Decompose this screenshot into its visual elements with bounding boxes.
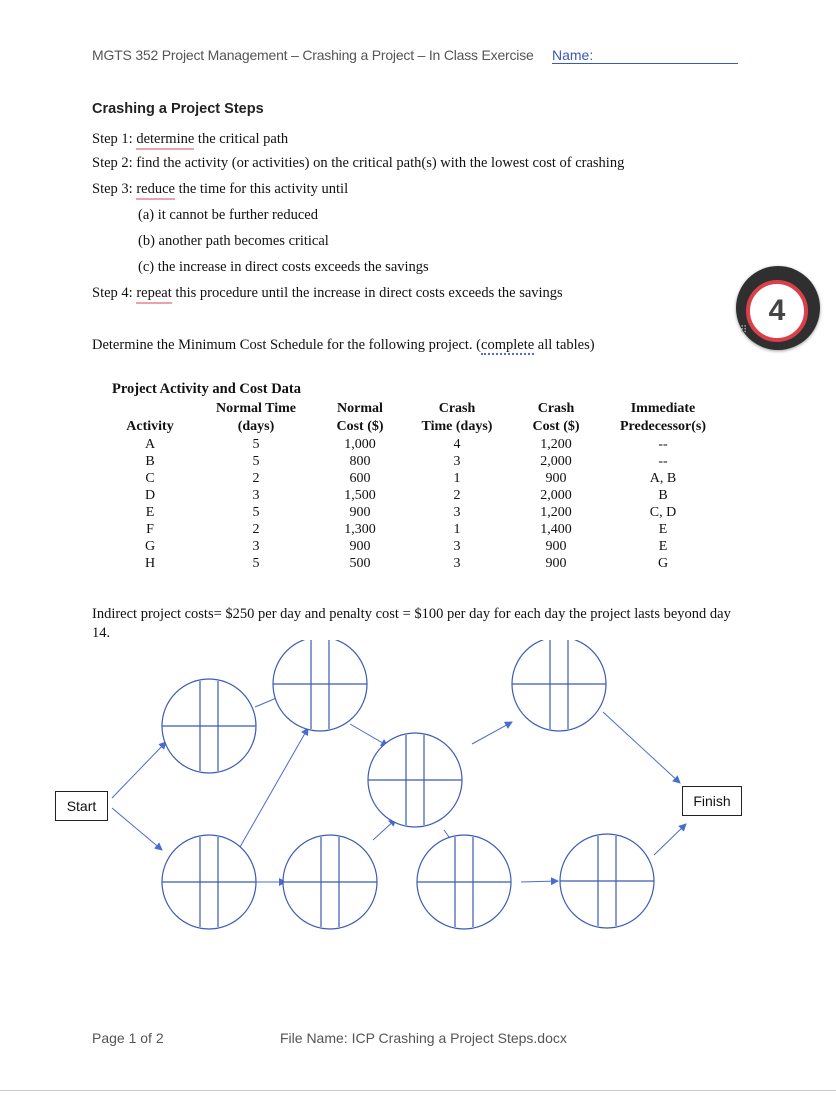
cell-crash-cost: 2,000	[540, 454, 572, 469]
header-crash-time	[412, 400, 502, 436]
header-crash-time-line1: Crash	[438, 401, 476, 416]
cell-crash-time: 3	[453, 539, 461, 554]
name-label: Name:	[552, 47, 594, 63]
cell-pred: --	[658, 437, 668, 452]
activity-node	[512, 640, 606, 731]
steps-title: Crashing a Project Steps	[92, 101, 264, 117]
header-crash-cost-line2: Cost ($)	[532, 419, 580, 434]
cell-activity: G	[144, 539, 156, 554]
cell-normal-cost: 900	[349, 505, 371, 520]
cell-activity: H	[144, 556, 156, 571]
step-3-sub-b: (b) another path becomes critical	[138, 233, 329, 249]
arrow-node7-to-node8	[521, 881, 558, 882]
cell-crash-cost: 1,200	[540, 505, 572, 520]
cell-crash-time: 1	[453, 522, 461, 537]
arrow-node4-to-node5	[373, 819, 396, 840]
indirect-costs-text: Indirect project costs= $250 per day and penalty cost = $100 per day for each day the project lasts beyond day 14.	[92, 606, 731, 641]
step-3-text: the time for this activity until	[174, 181, 349, 197]
step-3-sub-c: (c) the increase in direct costs exceeds the savings	[138, 259, 429, 275]
cell-crash-time: 2	[453, 488, 461, 503]
cell-activity: F	[146, 522, 154, 537]
cell-normal-time: 5	[252, 454, 260, 469]
activity-node	[273, 640, 367, 731]
step-3-sub-a: (a) it cannot be further reduced	[138, 207, 318, 223]
header-normal-cost-line1: Normal	[337, 401, 383, 416]
footer-page-number: Page 1 of 2	[92, 1030, 164, 1046]
drag-handle-icon[interactable]: ⠿	[740, 325, 747, 336]
arrow-node6-to-finish	[603, 712, 680, 783]
cell-normal-cost: 1,500	[344, 488, 376, 503]
cell-pred: G	[657, 556, 669, 571]
step-1-prefix: Step 1:	[92, 131, 137, 147]
step-2: Step 2: find the activity (or activities) on the critical path(s) with the lowest cost of crashing	[92, 155, 625, 171]
activity-node	[162, 679, 256, 773]
cell-normal-time: 5	[252, 505, 260, 520]
cell-normal-time: 5	[252, 556, 260, 571]
cell-crash-cost: 900	[545, 539, 567, 554]
cell-activity: C	[145, 471, 155, 486]
step-1-text: the critical path	[194, 131, 289, 147]
cell-crash-cost: 1,400	[540, 522, 572, 537]
step-4-keyword: repeat	[136, 285, 171, 304]
header-predecessors	[608, 400, 718, 436]
step-3	[92, 181, 348, 198]
page-bottom-divider	[0, 1090, 836, 1091]
activity-node	[560, 834, 654, 928]
header-normal-time-line2: (days)	[237, 419, 275, 434]
cell-activity: E	[145, 505, 155, 520]
activity-node	[283, 835, 377, 929]
cell-normal-cost: 800	[349, 454, 371, 469]
cell-normal-cost: 600	[349, 471, 371, 486]
arrow-node5-to-node6	[472, 722, 512, 744]
step-3-prefix: Step 3:	[92, 181, 137, 197]
instruction-keyword: complete	[481, 337, 535, 353]
activity-node	[368, 733, 462, 827]
cell-crash-time: 3	[453, 454, 461, 469]
footer-file-name: File Name: ICP Crashing a Project Steps.docx	[280, 1030, 567, 1046]
instruction-line	[92, 337, 595, 354]
cell-normal-time: 3	[252, 539, 260, 554]
header-crash-time-line2: Time (days)	[421, 419, 493, 434]
step-1-keyword: determine	[136, 131, 194, 150]
cell-crash-time: 3	[453, 505, 461, 520]
cell-crash-cost: 1,200	[540, 437, 572, 452]
cell-crash-cost: 900	[545, 556, 567, 571]
page-badge[interactable]	[736, 266, 820, 350]
step-4-prefix: Step 4:	[92, 285, 137, 301]
header-normal-time-line1: Normal Time	[216, 401, 296, 416]
cell-activity: B	[145, 454, 155, 469]
instruction-suffix: all tables)	[534, 337, 595, 353]
arrow-start-to-bottom	[112, 808, 162, 850]
cell-activity: D	[144, 488, 156, 503]
cell-pred: B	[658, 488, 668, 503]
activity-node	[417, 835, 511, 929]
step-3-keyword: reduce	[136, 181, 175, 200]
cell-normal-cost: 1,300	[344, 522, 376, 537]
header-normal-cost-line2: Cost ($)	[336, 419, 384, 434]
arrow-start-to-top	[112, 742, 166, 798]
cell-normal-time: 2	[252, 471, 260, 486]
cell-crash-time: 4	[453, 437, 461, 452]
badge-number: 4	[746, 280, 808, 342]
arrow-node8-to-finish	[654, 824, 686, 855]
header-crash-cost	[516, 400, 596, 436]
header-predecessors-line2: Predecessor(s)	[619, 419, 707, 434]
cell-pred: E	[658, 522, 668, 537]
header-predecessors-line1: Immediate	[630, 401, 696, 416]
cell-normal-time: 2	[252, 522, 260, 537]
header-crash-cost-line1: Crash	[537, 401, 575, 416]
cell-pred: --	[658, 454, 668, 469]
step-1	[92, 131, 288, 148]
header-normal-time	[196, 400, 316, 436]
arrow-node3-to-node5	[350, 724, 388, 746]
cell-normal-cost: 1,000	[344, 437, 376, 452]
name-underline	[552, 63, 738, 64]
cell-crash-cost: 900	[545, 471, 567, 486]
cell-crash-cost: 2,000	[540, 488, 572, 503]
step-4	[92, 285, 563, 302]
finish-box: Finish	[682, 786, 742, 816]
cell-activity: A	[144, 437, 156, 452]
cell-pred: A, B	[649, 471, 677, 486]
table-title: Project Activity and Cost Data	[112, 381, 302, 397]
cell-normal-cost: 500	[349, 556, 371, 571]
activity-node	[162, 835, 256, 929]
cell-normal-time: 3	[252, 488, 260, 503]
cell-crash-time: 1	[453, 471, 461, 486]
cell-pred: C, D	[649, 505, 677, 520]
instruction-prefix: Determine the Minimum Cost Schedule for the following project. (	[92, 337, 482, 353]
step-4-text: this procedure until the increase in direct costs exceeds the savings	[171, 285, 563, 301]
cell-pred: E	[658, 539, 668, 554]
header-title: MGTS 352 Project Management – Crashing a Project – In Class Exercise	[92, 47, 534, 63]
header-normal-cost	[320, 400, 400, 436]
cell-normal-time: 5	[252, 437, 260, 452]
cell-normal-cost: 900	[349, 539, 371, 554]
header-activity: Activity	[126, 419, 174, 434]
cell-crash-time: 3	[453, 556, 461, 571]
start-box: Start	[55, 791, 108, 821]
